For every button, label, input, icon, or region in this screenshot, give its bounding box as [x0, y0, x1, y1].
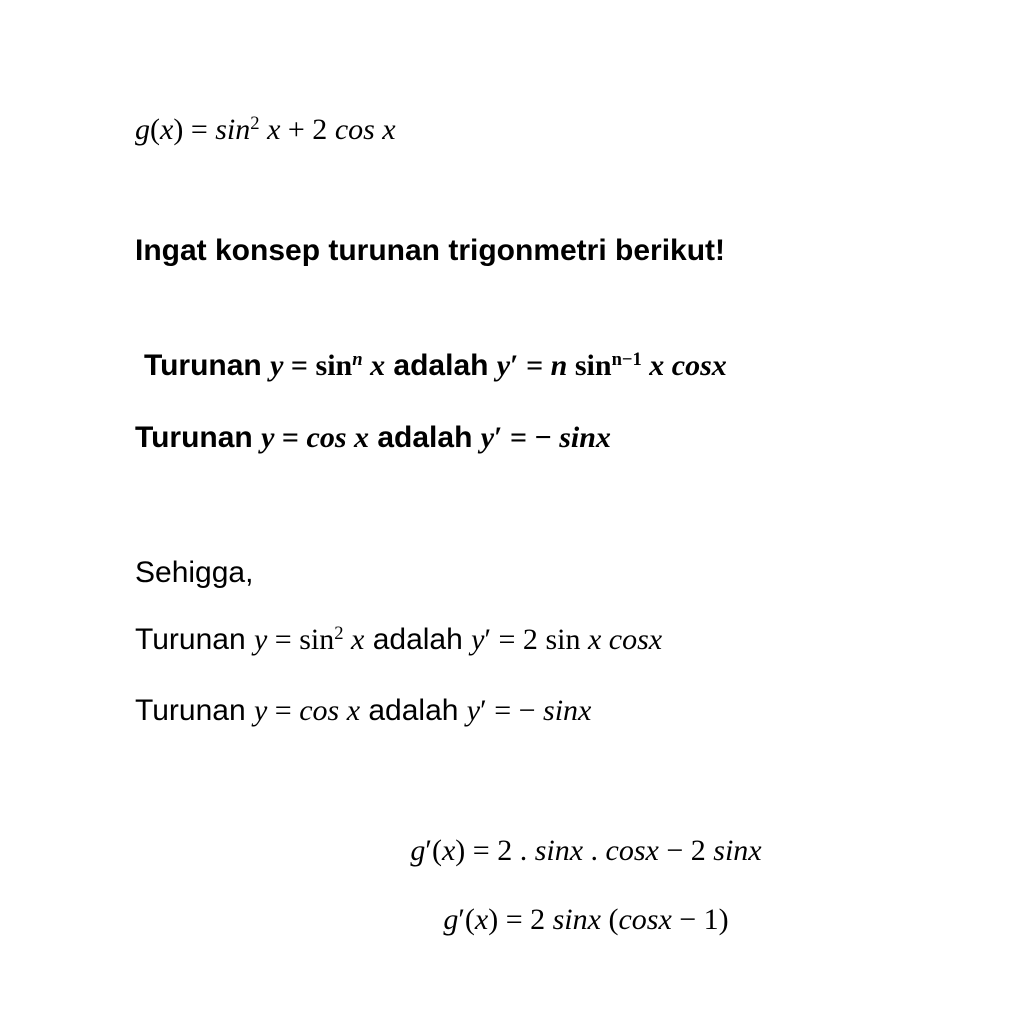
math-run: x: [362, 349, 386, 382]
derivative-application-cos: [135, 693, 591, 729]
math-run: =: [283, 349, 316, 382]
math-run: cosx: [605, 834, 659, 867]
math-run: cos x: [306, 421, 370, 454]
math-run: x: [474, 903, 489, 936]
math-run: y: [253, 694, 268, 727]
text-run: adalah: [369, 421, 481, 454]
superscript-run: 2: [334, 622, 344, 644]
math-run: g: [410, 834, 426, 867]
math-run: y: [471, 623, 485, 656]
math-run: y: [261, 421, 275, 454]
math-run: (: [150, 113, 160, 146]
math-run: g: [135, 113, 150, 146]
math-run: x: [160, 113, 174, 146]
text-run: adalah: [385, 349, 497, 382]
math-run: =: [267, 694, 300, 727]
math-run: y: [253, 623, 268, 656]
math-run: y: [466, 694, 481, 727]
derivative-application-sin-squared: [135, 622, 662, 658]
math-run: sinx: [543, 694, 592, 727]
transition-text: Sehigga,: [135, 556, 254, 589]
text-run: adalah: [360, 694, 467, 727]
math-run: sinx: [534, 834, 584, 867]
math-run: sin: [545, 623, 581, 656]
math-run: ) = 2: [488, 903, 553, 936]
math-run: y: [480, 421, 495, 454]
math-run: y: [496, 349, 511, 382]
text-run: Turunan: [135, 421, 262, 454]
math-run: (: [600, 903, 619, 936]
math-run: n: [550, 349, 568, 382]
superscript-run: n−1: [611, 348, 642, 370]
math-run: x: [441, 834, 456, 867]
result-equation-expanded: [410, 833, 761, 869]
result-equation-factored: [443, 902, 728, 938]
math-run: − 1): [671, 903, 729, 936]
math-run: sin: [215, 113, 251, 146]
math-run: =: [274, 421, 307, 454]
math-run: cos x: [334, 113, 396, 146]
math-run: x cosx: [641, 349, 727, 382]
superscript-run: 2: [250, 112, 260, 134]
math-run: y: [270, 349, 284, 382]
text-run: Turunan: [135, 694, 254, 727]
math-run: ′(: [425, 834, 442, 867]
superscript-run: n: [352, 348, 363, 370]
math-run: − 2: [658, 834, 714, 867]
text-run: Turunan: [135, 623, 254, 656]
math-run: ′ = −: [494, 421, 560, 454]
result-step-1-row: [150, 833, 1022, 869]
math-run: sin: [567, 349, 612, 382]
math-run: ′(: [458, 903, 475, 936]
result-step-2-row: [150, 902, 1022, 938]
math-run: g: [443, 903, 459, 936]
derivative-rule-sin-power: [144, 348, 727, 384]
math-run: .: [583, 834, 606, 867]
given-function-equation: [135, 112, 396, 148]
derivative-rule-cos: [135, 420, 611, 456]
math-run: ) =: [173, 113, 216, 146]
math-run: x: [343, 623, 365, 656]
math-run: sin: [315, 349, 353, 382]
math-run: ′ =: [510, 349, 551, 382]
math-run: sinx: [552, 903, 601, 936]
math-run: sin: [299, 623, 335, 656]
math-run: =: [267, 623, 300, 656]
math-run: x cosx: [580, 623, 663, 656]
math-run: cosx: [618, 903, 672, 936]
math-run: x: [259, 113, 281, 146]
math-run: ′ = 2: [484, 623, 546, 656]
concept-heading: Ingat konsep turunan trigonmetri berikut!: [135, 234, 726, 267]
text-run: adalah: [364, 623, 472, 656]
math-run: ′ = −: [480, 694, 544, 727]
math-run: cos x: [299, 694, 361, 727]
math-run: sinx: [713, 834, 762, 867]
math-run: + 2: [280, 113, 335, 146]
math-run: sinx: [559, 421, 611, 454]
text-run: Turunan: [144, 349, 271, 382]
math-run: ) = 2 .: [455, 834, 535, 867]
